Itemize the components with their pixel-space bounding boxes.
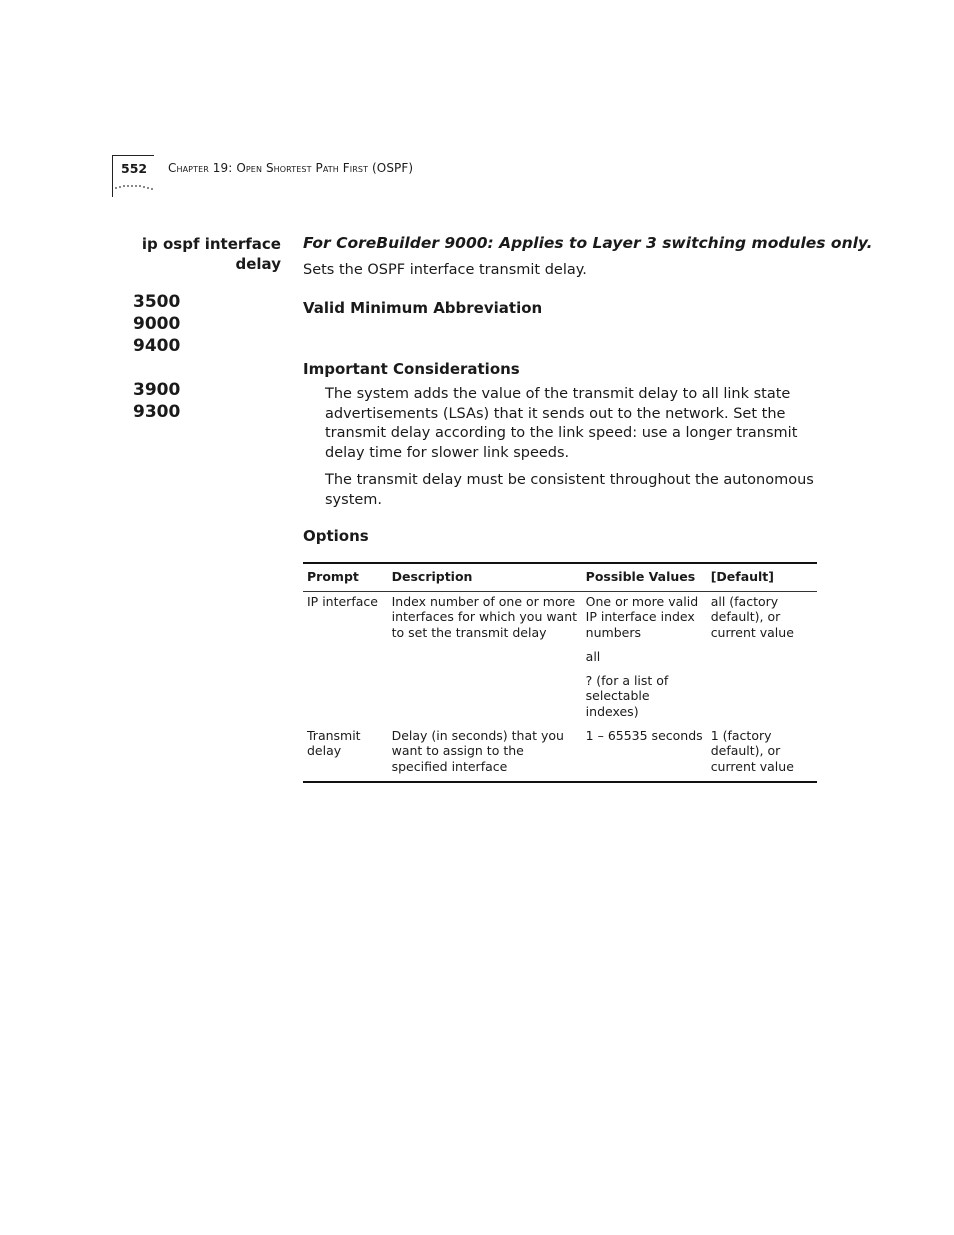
cell-prompt: IP interface [307,593,378,609]
important-considerations-heading: Important Considerations [303,360,520,378]
column-header-description: Description [388,563,582,591]
platform-number: 9000 [133,314,181,334]
command-name-line1: ip ospf interface [141,235,281,253]
platform-list [133,291,180,423]
platform-number: 3500 [133,292,181,312]
cell-description: Index number of one or more interfaces for which you want to set the transmit delay [391,593,578,641]
valid-min-abbrev-heading: Valid Minimum Abbreviation [303,299,543,317]
command-name [130,234,281,274]
value-item: One or more valid IP interface index numbers [585,593,699,641]
options-heading: Options [303,527,369,545]
cell-default: 1 (factory default), or current value [707,726,817,782]
page-number: 552 [121,161,148,176]
command-description: Sets the OSPF interface transmit delay. [303,262,587,278]
column-header-prompt: Prompt [303,563,388,591]
table-row [303,591,817,725]
cell-description: Delay (in seconds) that you want to assign to the specified interface [388,726,582,782]
value-item: 1 – 65535 seconds [585,727,703,743]
consideration-paragraph: The transmit delay must be consistent throughout the autonomous system. [325,472,814,508]
header-dotted-ornament [113,184,157,192]
value-item: ? (for a list of selectable indexes) [585,672,669,719]
platform-number: 9300 [133,402,181,422]
chapter-title: Chapter 19: Open Shortest Path First (OSPF) [168,161,414,175]
platform-number: 9400 [133,336,181,356]
applies-note: For CoreBuilder 9000: Applies to Layer 3 switching modules only. [303,234,873,252]
value-item: all [585,648,601,664]
table-header-row [303,563,817,591]
column-header-possible-values: Possible Values [582,563,707,591]
command-name-line2: delay [235,255,281,273]
cell-prompt: Transmit delay [303,726,388,782]
options-table [303,562,817,783]
cell-default: all (factory default), or current value [710,593,794,641]
column-header-default: [Default] [707,563,817,591]
header-rule-horizontal [112,155,154,156]
cell-possible-values [582,726,707,782]
consideration-paragraph: The system adds the value of the transmit delay to all link state advertisements (LSAs) that it sends out to the network. Set the transmit delay according to the link speed: use a longer transmit delay time for slower link speeds. [325,386,798,462]
cell-possible-values [582,591,707,725]
platform-number: 3900 [133,380,181,400]
table-row [303,726,817,782]
